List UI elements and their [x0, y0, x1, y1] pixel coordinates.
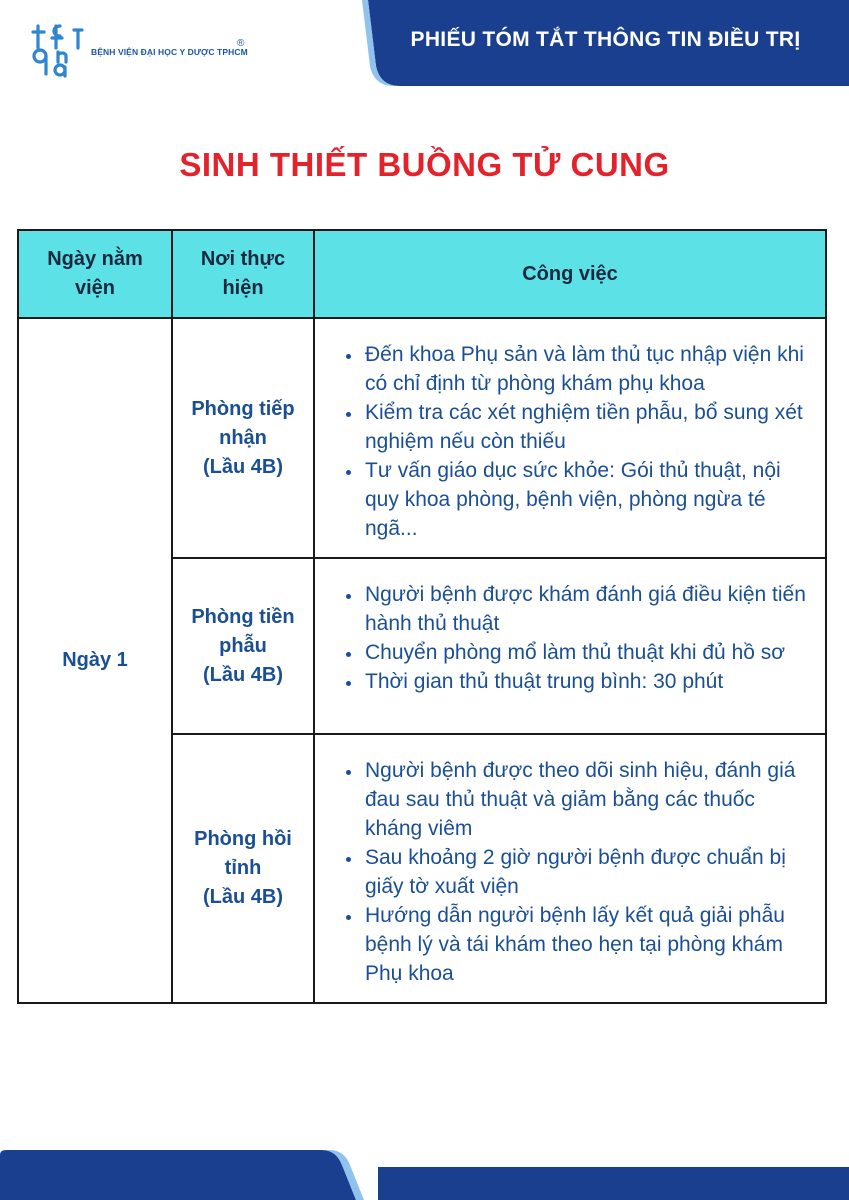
task-item: • Người bệnh được theo dõi sinh hiệu, đánh giá đau sau thủ thuật và giảm bằng các thuốc kháng viêm: [363, 756, 813, 843]
task-cell: [314, 318, 826, 558]
task-item: • Thời gian thủ thuật trung bình: 30 phút: [363, 667, 813, 696]
task-list: [315, 559, 825, 710]
task-item: • Sau khoảng 2 giờ người bệnh được chuẩn bị giấy tờ xuất viện: [363, 843, 813, 901]
task-item: • Người bệnh được khám đánh giá điều kiện tiến hành thủ thuật: [363, 580, 813, 638]
place-cell: [172, 558, 314, 734]
task-cell: [314, 734, 826, 1003]
table-header-row: [18, 230, 826, 318]
task-item: • Tư vấn giáo dục sức khỏe: Gói thủ thuật, nội quy khoa phòng, bệnh viện, phòng ngừa té ngã...: [363, 456, 813, 543]
place-name: Phòng hồi tỉnh: [194, 828, 292, 879]
treatment-table: [17, 229, 827, 1004]
registered-mark: ®: [237, 38, 245, 49]
day-cell: Ngày 1: [18, 318, 172, 1003]
place-name: Phòng tiếp nhận: [191, 397, 295, 449]
footer-band: [0, 1145, 849, 1200]
task-cell: [314, 558, 826, 734]
task-item: • Kiểm tra các xét nghiệm tiền phẫu, bổ sung xét nghiệm nếu còn thiếu: [363, 398, 813, 456]
table-row: [18, 318, 826, 558]
place-cell: [172, 734, 314, 1003]
place-cell: [172, 318, 314, 558]
place-floor: (Lầu 4B): [203, 663, 283, 686]
page-title: SINH THIẾT BUỒNG TỬ CUNG: [179, 146, 670, 183]
place-floor: (Lầu 4B): [203, 886, 283, 908]
place-floor: (Lầu 4B): [203, 455, 283, 478]
hospital-name: BỆNH VIỆN ĐẠI HỌC Y DƯỢC TPHCM: [91, 47, 248, 57]
header-task: Công việc: [314, 230, 826, 318]
header-place: Nơi thực hiện: [172, 230, 314, 318]
task-item: • Chuyển phòng mổ làm thủ thuật khi đủ hồ sơ: [363, 638, 813, 667]
task-list: [315, 319, 825, 557]
hospital-logo-icon: [30, 22, 88, 80]
document-type-title: PHIẾU TÓM TẮT THÔNG TIN ĐIỀU TRỊ: [410, 28, 801, 51]
task-item: • Hướng dẫn người bệnh lấy kết quả giải phẫu bệnh lý và tái khám theo hẹn tại phòng khám Phụ khoa: [363, 901, 813, 988]
task-item: • Đến khoa Phụ sản và làm thủ tục nhập viện khi có chỉ định từ phòng khám phụ khoa: [363, 340, 813, 398]
hospital-logo: [30, 22, 270, 80]
place-name: Phòng tiền phẫu: [191, 605, 295, 657]
task-list: [315, 735, 825, 1002]
header-day: Ngày nằm viện: [18, 230, 172, 318]
